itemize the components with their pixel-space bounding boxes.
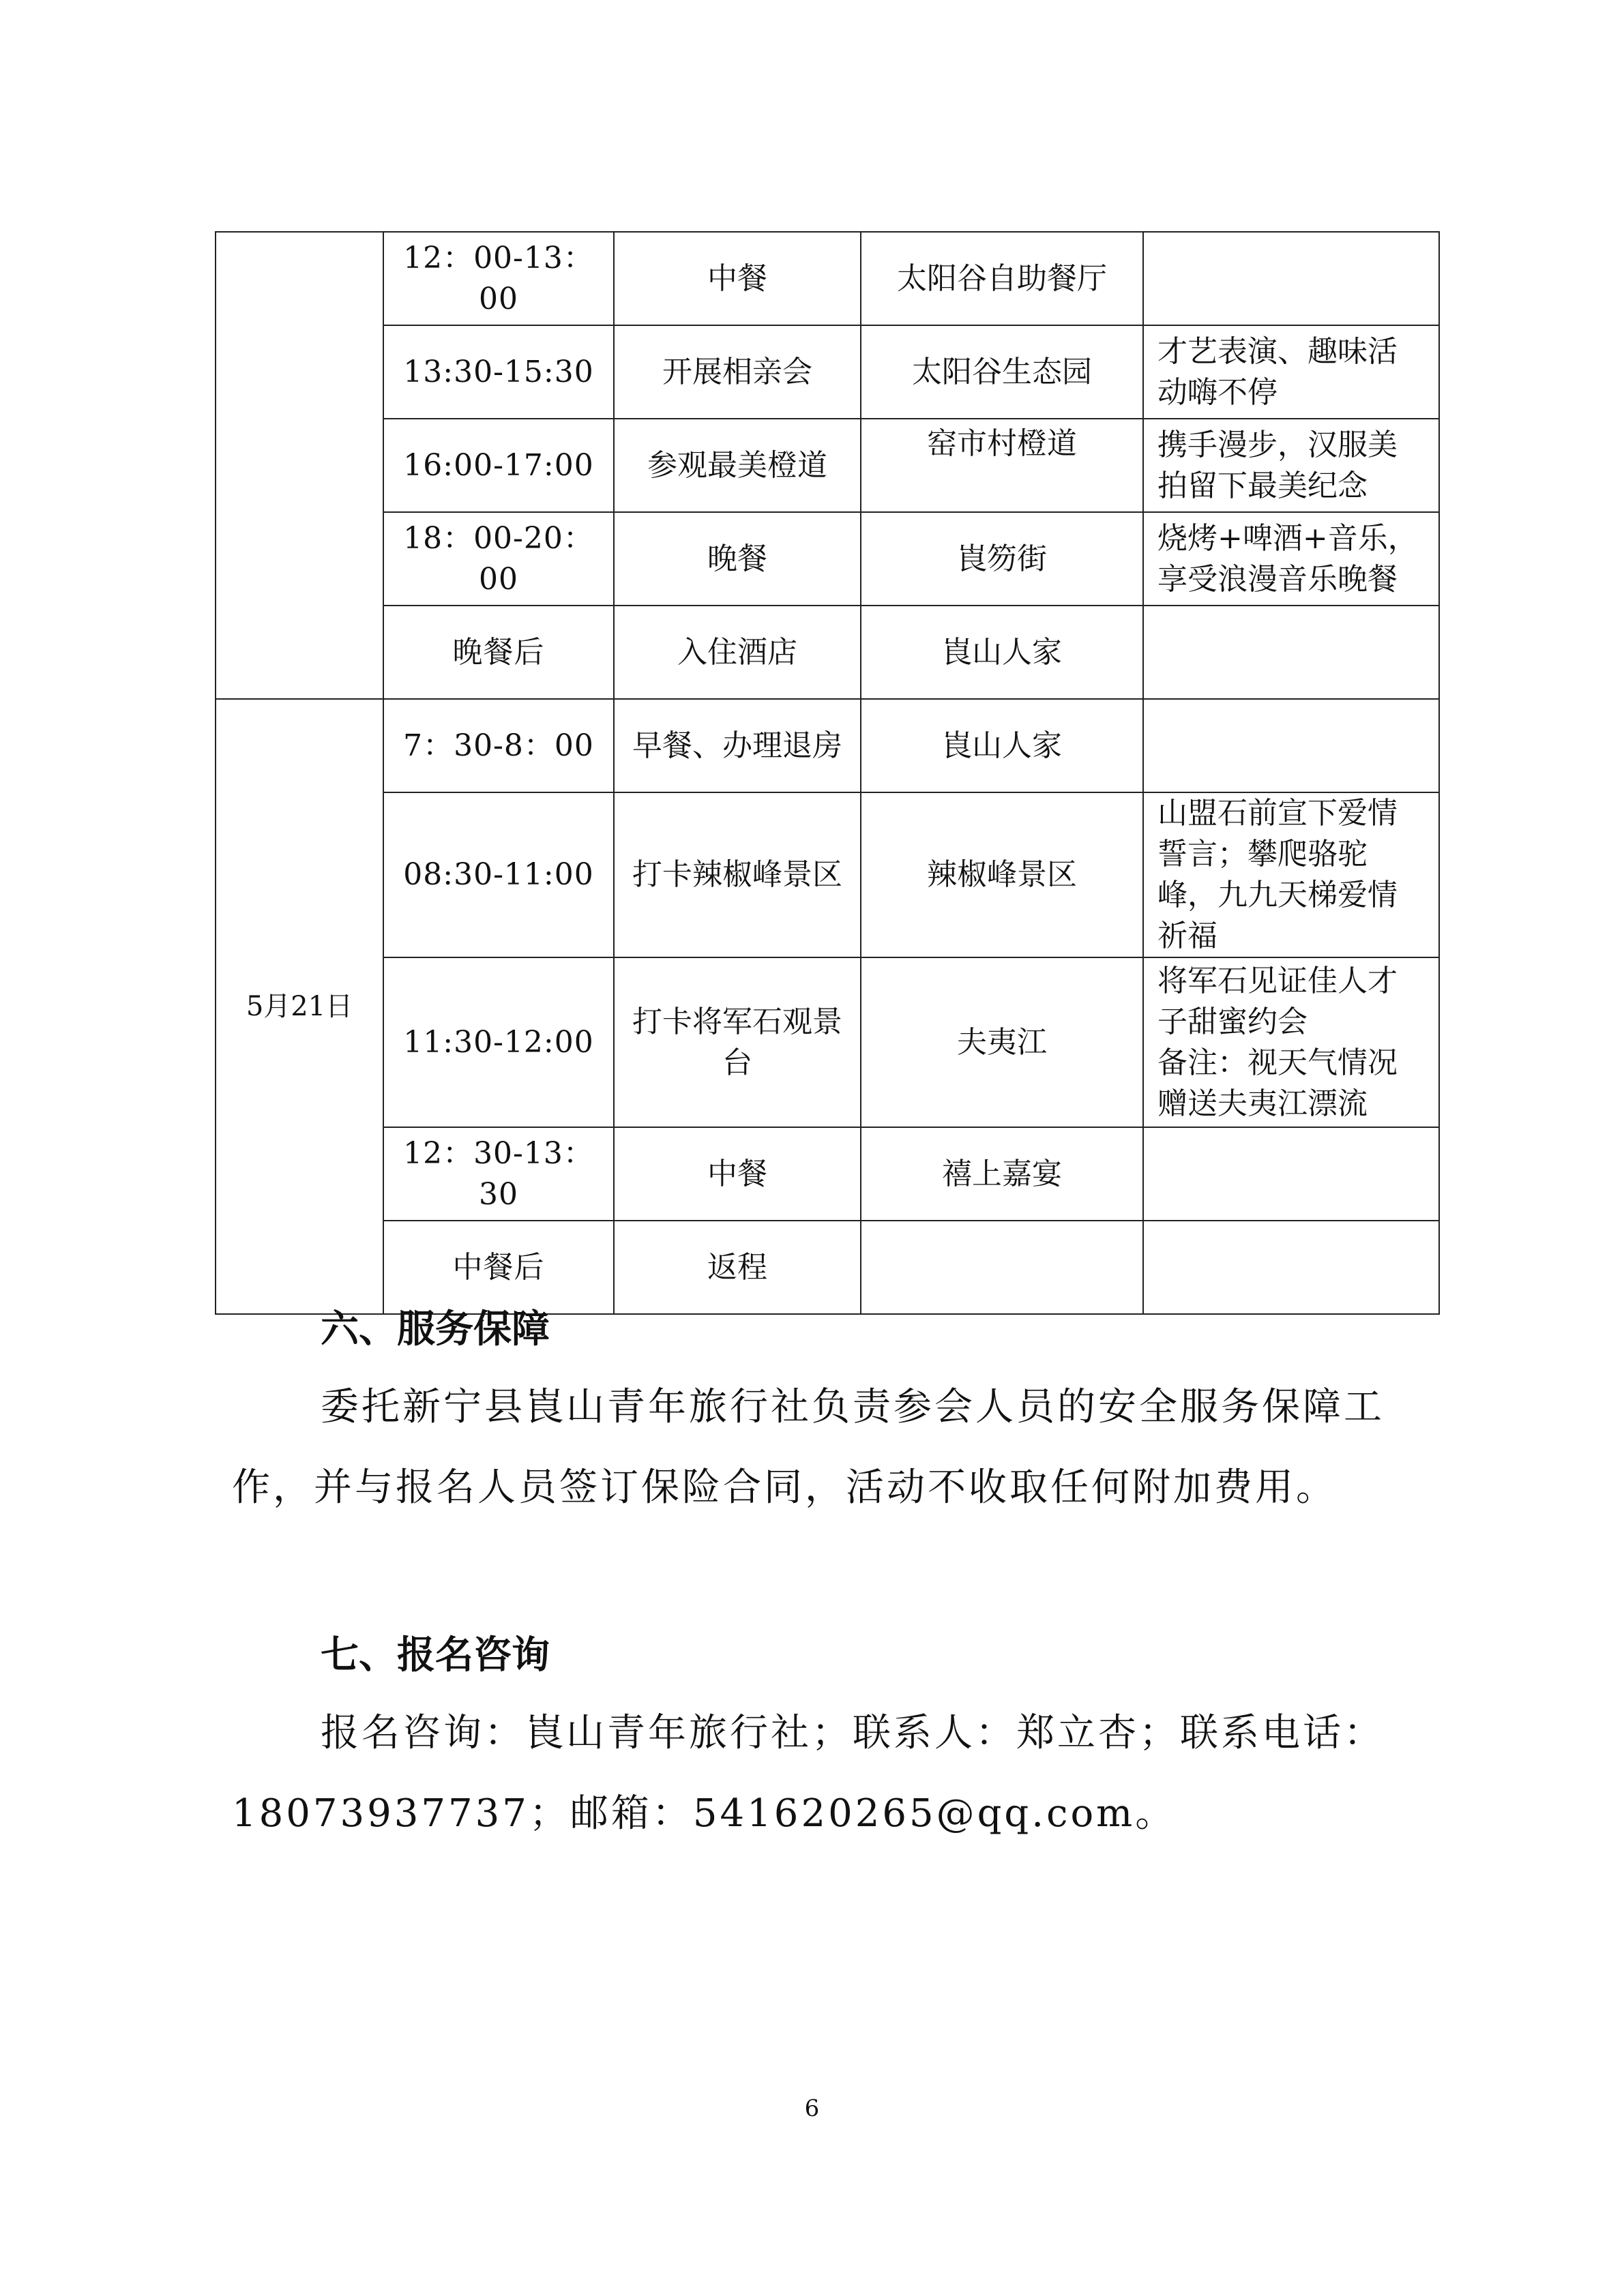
time-cell: 7：30-8：00 xyxy=(383,699,614,792)
table-row xyxy=(216,512,1439,606)
note-text: 将军石见证佳人才子甜蜜约会 xyxy=(1157,963,1398,1039)
note-cell xyxy=(1143,699,1439,792)
location-cell: 窑市村橙道 xyxy=(861,419,1143,512)
location-cell: 禧上嘉宴 xyxy=(861,1127,1143,1221)
location-cell: 太阳谷生态园 xyxy=(861,325,1143,419)
table-row xyxy=(216,1127,1439,1221)
table-row xyxy=(216,792,1439,957)
note-cell: 才艺表演、趣味活动嗨不停 xyxy=(1143,325,1439,419)
date-cell-empty xyxy=(216,232,383,699)
time-cell: 晚餐后 xyxy=(383,606,614,699)
section-7-body xyxy=(232,1693,1391,1854)
activity-cell: 中餐 xyxy=(614,1127,861,1221)
time-cell: 13:30-15:30 xyxy=(383,325,614,419)
activity-cell: 中餐 xyxy=(614,232,861,325)
location-cell: 崀笏街 xyxy=(861,512,1143,606)
time-cell: 中餐后 xyxy=(383,1221,614,1314)
section-6-heading: 六、服务保障 xyxy=(321,1307,550,1352)
table-row xyxy=(216,606,1439,699)
note-cell xyxy=(1143,957,1439,1127)
time-cell: 08:30-11:00 xyxy=(383,792,614,957)
table-row xyxy=(216,699,1439,792)
note-cell xyxy=(1143,1221,1439,1314)
note-cell xyxy=(1143,606,1439,699)
activity-cell: 晚餐 xyxy=(614,512,861,606)
activity-cell: 入住酒店 xyxy=(614,606,861,699)
note-cell: 携手漫步，汉服美拍留下最美纪念 xyxy=(1143,419,1439,512)
time-cell: 16:00-17:00 xyxy=(383,419,614,512)
time-cell: 12：30-13：30 xyxy=(383,1127,614,1221)
activity-cell: 打卡辣椒峰景区 xyxy=(614,792,861,957)
time-cell: 12：00-13：00 xyxy=(383,232,614,325)
phone-number: 18073937737 xyxy=(232,1791,529,1836)
schedule-table xyxy=(215,231,1440,1315)
table-row xyxy=(216,957,1439,1127)
note-cell xyxy=(1143,232,1439,325)
remark-text: 备注：视天气情况赠送夫夷江漂流 xyxy=(1157,1045,1398,1121)
email-label: ；邮箱： xyxy=(529,1791,693,1836)
body-suffix: 。 xyxy=(1135,1791,1177,1836)
time-cell: 18：00-20：00 xyxy=(383,512,614,606)
table-row xyxy=(216,325,1439,419)
note-cell: 烧烤+啤酒+音乐，享受浪漫音乐晚餐 xyxy=(1143,512,1439,606)
section-7-heading: 七、报名咨询 xyxy=(321,1633,550,1678)
note-cell: 山盟石前宣下爱情誓言；攀爬骆驼峰，九九天梯爱情祈福 xyxy=(1143,792,1439,957)
date-cell: 5月21日 xyxy=(216,699,383,1314)
location-cell: 崀山人家 xyxy=(861,699,1143,792)
location-cell: 辣椒峰景区 xyxy=(861,792,1143,957)
activity-cell: 打卡将军石观景台 xyxy=(614,957,861,1127)
activity-cell: 返程 xyxy=(614,1221,861,1314)
email-address: 541620265@qq.com xyxy=(692,1791,1136,1836)
activity-cell: 早餐、办理退房 xyxy=(614,699,861,792)
location-cell: 太阳谷自助餐厅 xyxy=(861,232,1143,325)
table-row xyxy=(216,419,1439,512)
location-cell: 崀山人家 xyxy=(861,606,1143,699)
page-number: 6 xyxy=(804,2095,820,2122)
section-6-body: 委托新宁县崀山青年旅行社负责参会人员的安全服务保障工作，并与报名人员签订保险合同，活动不收取任何附加费用。 xyxy=(232,1385,1385,1510)
note-cell xyxy=(1143,1127,1439,1221)
table-row xyxy=(216,232,1439,325)
contact-text: 报名咨询：崀山青年旅行社；联系人：郑立杏；联系电话： xyxy=(321,1711,1385,1755)
location-cell: 夫夷江 xyxy=(861,957,1143,1127)
location-cell xyxy=(861,1221,1143,1314)
activity-cell: 参观最美橙道 xyxy=(614,419,861,512)
time-cell: 11:30-12:00 xyxy=(383,957,614,1127)
activity-cell: 开展相亲会 xyxy=(614,325,861,419)
